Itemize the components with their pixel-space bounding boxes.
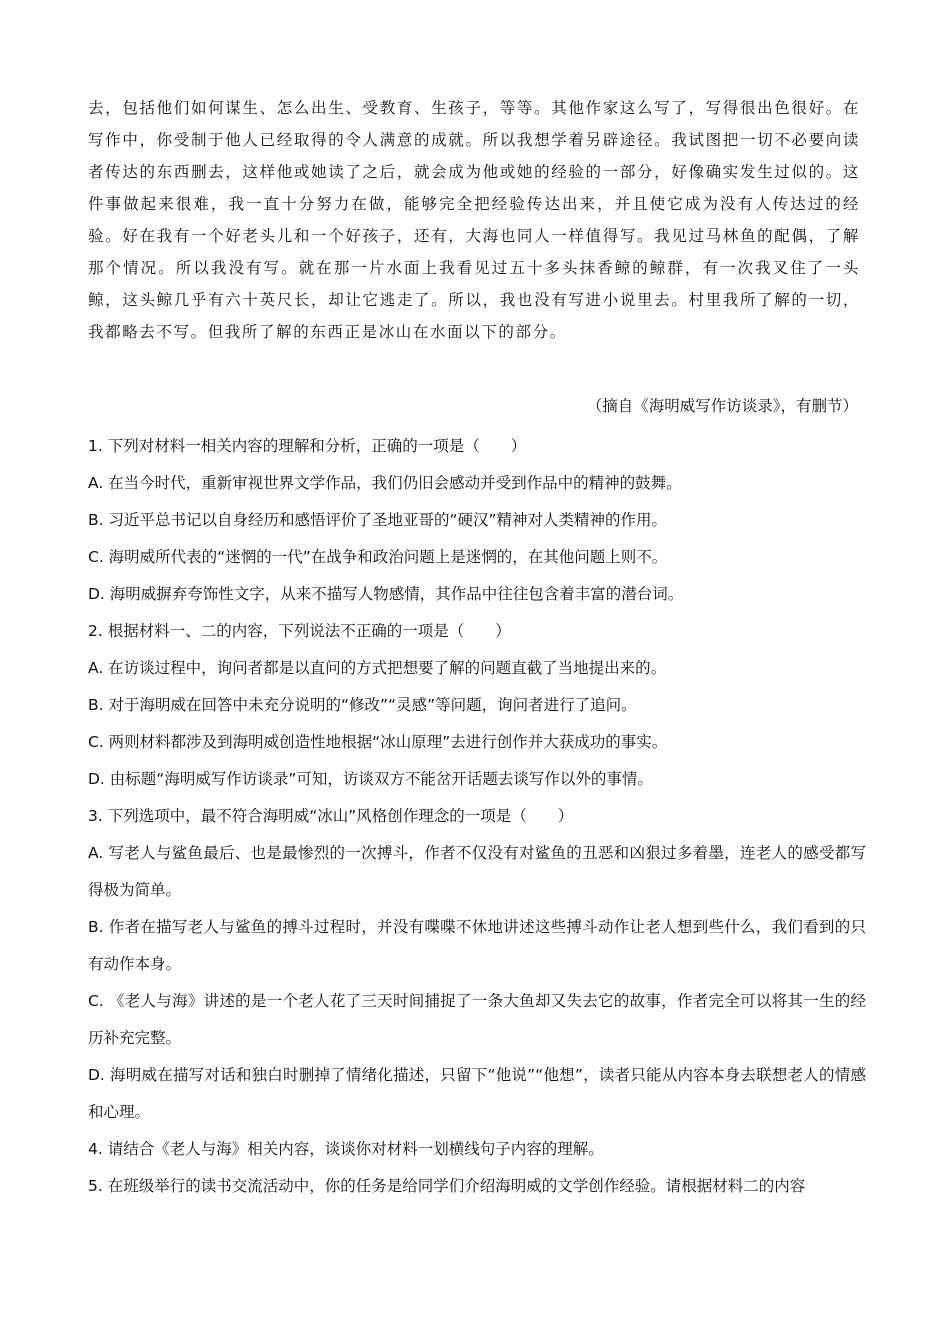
question-list (88, 428, 866, 1205)
passage-paragraph: 去，包括他们如何谋生、怎么出生、受教育、生孩子，等等。其他作家这么写了，写得很出色很好。在写作中，你受制于他人已经取得的令人满意的成就。所以我想学着另辟途径。我试图把一切不必要向读者传达的东西删去，这样他或她读了之后，就会成为他或她的经验的一部分，好像确实发生过似的。这件事做起来很难，我一直十分努力在做，能够完全把经验传达出来，并且使它成为没有人传达过的经验。好在我有一个好老头儿和一个好孩子，还有，大海也同人一样值得写。我见过马林鱼的配偶，了解那个情况。所以我没有写。就在那一片水面上我看见过五十多头抹香鲸的鲸群，有一次我叉住了一头鲸，这头鲸几乎有六十英尺长，却让它逃走了。所以，我也没有写进小说里去。村里我所了解的一切，我都略去不写。但我所了解的东西正是冰山在水面以下的部分。 (88, 99, 860, 341)
question-1-option-c: C. 海明威所代表的“迷惘的一代”在战争和政治问题上是迷惘的，在其他问题上则不。 (88, 548, 668, 566)
question-2-option-c: C. 两则材料都涉及到海明威创造性地根据“冰山原理”去进行创作并大获成功的事实。 (88, 733, 668, 751)
question-1-option-a: A. 在当今时代，重新审视世界文学作品，我们仍旧会感动并受到作品中的精神的鼓舞。 (88, 474, 682, 492)
source-citation: （摘自《海明威写作访谈录》，有删节） (586, 397, 858, 415)
question-3-option-c: C. 《老人与海》讲述的是一个老人花了三天时间捕捉了一条大鱼却又失去它的故事，作者完全可以将其一生的经历补充完整。 (88, 992, 866, 1047)
question-1-stem: 1. 下列对材料一相关内容的理解和分析，正确的一项是（ ） (88, 437, 527, 455)
question-1-option-d: D. 海明威摒弃夸饰性文字，从来不描写人物感情，其作品中往往包含着丰富的潜台词。 (88, 585, 684, 603)
question-3-option-d: D. 海明威在描写对话和独白时删掉了情绪化描述，只留下“他说”“他想”，读者只能从内容本身去联想老人的情感和心理。 (88, 1066, 866, 1121)
question-2-option-d: D. 由标题“海明威写作访谈录”可知，访谈双方不能岔开话题去谈写作以外的事情。 (88, 770, 653, 788)
passage-text (88, 92, 860, 348)
question-2-option-b: B. 对于海明威在回答中未充分说明的“修改”“灵感”等问题，询问者进行了追问。 (88, 696, 637, 714)
question-3-option-b: B. 作者在描写老人与鲨鱼的搏斗过程时，并没有喋喋不休地讲述这些搏斗动作让老人想到些什么，我们看到的只有动作本身。 (88, 918, 866, 973)
question-3-option-a: A. 写老人与鲨鱼最后、也是最惨烈的一次搏斗，作者不仅没有对鲨鱼的丑恶和凶狠过多着墨，连老人的感受都写得极为简单。 (88, 844, 866, 899)
question-5-stem: 5. 在班级举行的读书交流活动中，你的任务是给同学们介绍海明威的文学创作经验。请根据材料二的内容 (88, 1177, 806, 1195)
question-3-stem: 3. 下列选项中，最不符合海明威“冰山”风格创作理念的一项是（ ） (88, 807, 574, 825)
question-4-stem: 4. 请结合《老人与海》相关内容，谈谈你对材料一划横线句子内容的理解。 (88, 1140, 604, 1158)
question-1-option-b: B. 习近平总书记以自身经历和感悟评价了圣地亚哥的“硬汉”精神对人类精神的作用。 (88, 511, 668, 529)
question-2-stem: 2. 根据材料一、二的内容，下列说法不正确的一项是（ ） (88, 622, 511, 640)
question-2-option-a: A. 在访谈过程中，询问者都是以直问的方式把想要了解的问题直截了当地提出来的。 (88, 659, 667, 677)
